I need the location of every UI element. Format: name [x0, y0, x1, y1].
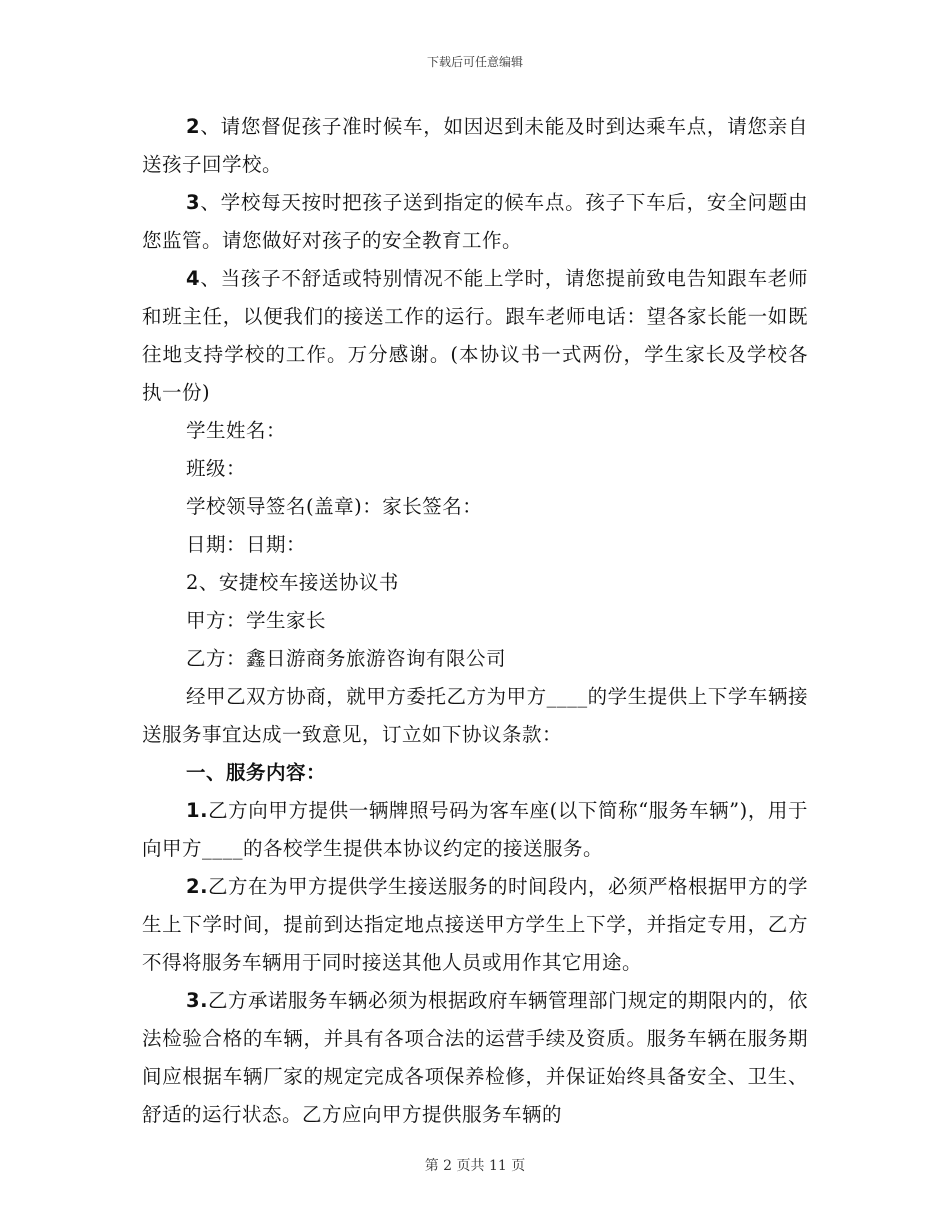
date-line: 日期：日期： — [186, 533, 307, 556]
class-line: 班级： — [186, 457, 247, 480]
agreement-title: 2、安捷校车接送协议书 — [186, 571, 399, 594]
student-name-line: 学生姓名： — [186, 419, 287, 442]
paragraph-number: 2 — [186, 115, 201, 138]
paragraph-3 — [142, 184, 808, 260]
clause-2 — [142, 868, 808, 982]
document-body — [142, 108, 808, 1134]
paragraph-4 — [142, 260, 808, 412]
paragraph-text: 、学校每天按时把孩子送到指定的候车点。孩子下车后，安全问题由您监管。请您做好对孩子的安全教育工作。 — [142, 191, 808, 252]
clause-number: 2. — [186, 875, 208, 898]
paragraph-number: 3 — [186, 191, 201, 214]
agreement-intro: 经甲乙双方协商，就甲方委托乙方为甲方____的学生提供上下学车辆接送服务事宜达成一致意见，订立如下协议条款： — [142, 685, 808, 746]
section-heading-service: 一、服务内容： — [186, 761, 327, 784]
clause-number: 3. — [186, 989, 208, 1012]
party-a-line: 甲方：学生家长 — [186, 609, 327, 632]
clause-number: 1. — [186, 799, 208, 822]
clause-text: 乙方承诺服务车辆必须为根据政府车辆管理部门规定的期限内的，依法检验合格的车辆，并具有各项合法的运营手续及资质。服务车辆在服务期间应根据车辆厂家的规定完成各项保养检修，并保证始终具备安全、卫生、舒适的运行状态。乙方应向甲方提供服务车辆的 — [142, 989, 808, 1126]
clause-1 — [142, 792, 808, 868]
paragraph-2 — [142, 108, 808, 184]
signature-line: 学校领导签名(盖章)：家长签名： — [186, 495, 483, 518]
page-footer: 第 2 页共 11 页 — [424, 1158, 526, 1174]
paragraph-number: 4 — [186, 267, 201, 290]
paragraph-text: 、请您督促孩子准时候车，如因迟到未能及时到达乘车点，请您亲自送孩子回学校。 — [142, 115, 808, 176]
clause-text: 乙方向甲方提供一辆牌照号码为客车座(以下简称“服务车辆”)，用于向甲方____的各校学生提供本协议约定的接送服务。 — [142, 799, 808, 860]
clause-3 — [142, 982, 808, 1134]
clause-text: 乙方在为甲方提供学生接送服务的时间段内，必须严格根据甲方的学生上下学时间，提前到达指定地点接送甲方学生上下学，并指定专用，乙方不得将服务车辆用于同时接送其他人员或用作其它用途。 — [142, 875, 808, 974]
party-b-line: 乙方：鑫日游商务旅游咨询有限公司 — [186, 647, 507, 670]
page-header: 下载后可任意编辑 — [426, 55, 523, 69]
paragraph-text: 、当孩子不舒适或特别情况不能上学时，请您提前致电告知跟车老师和班主任，以便我们的接送工作的运行。跟车老师电话：望各家长能一如既往地支持学校的工作。万分感谢。(本协议书一式两份，学生家长及学校各执一份) — [142, 267, 808, 404]
